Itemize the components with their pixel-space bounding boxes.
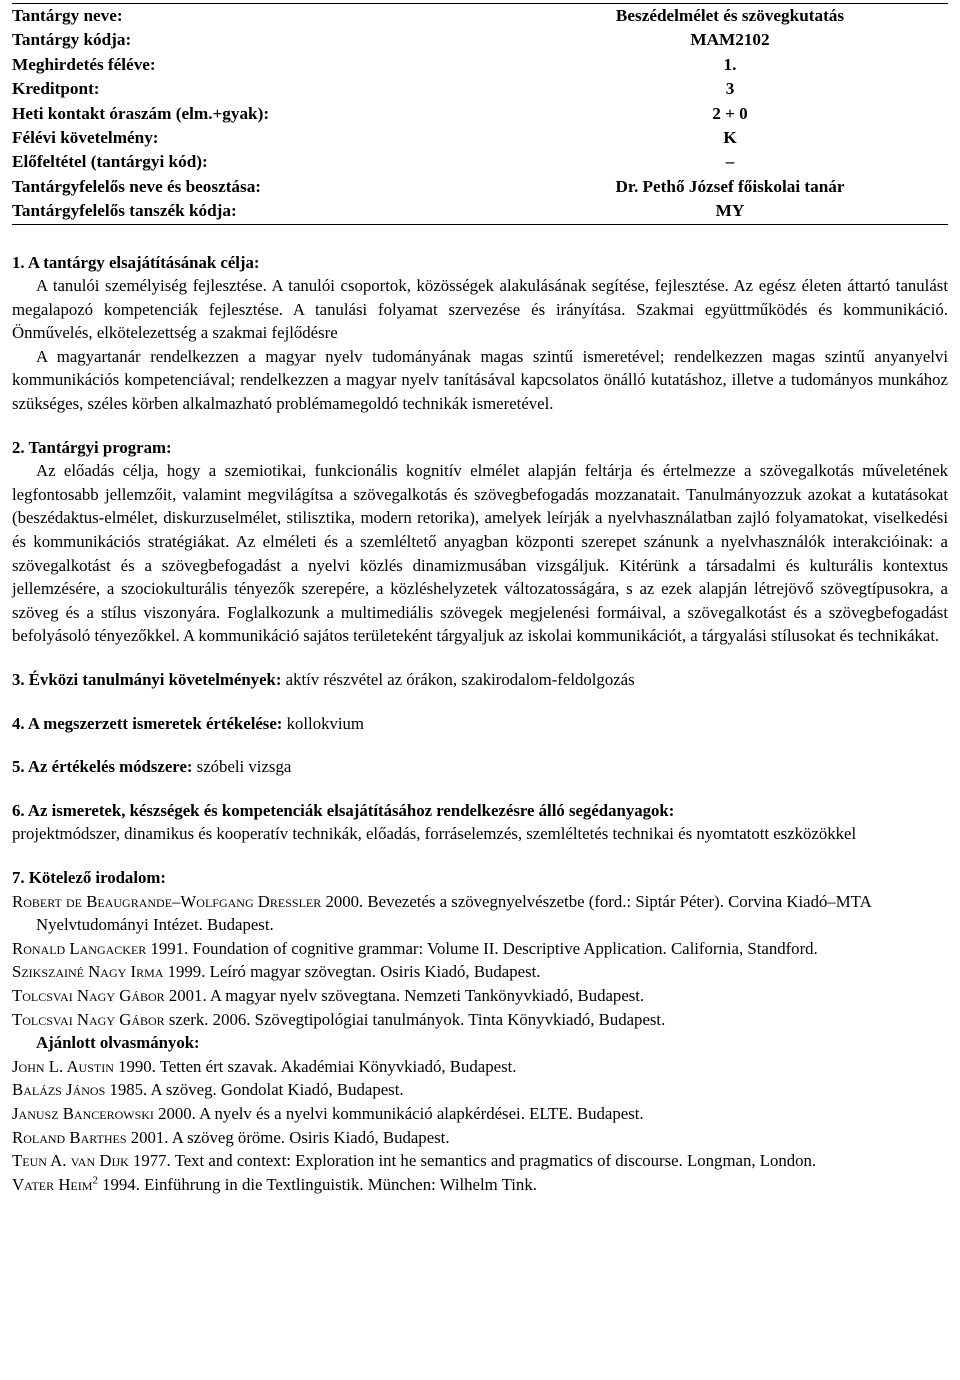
meta-label: Tantárgyfelelős tanszék kódja: [12,199,422,223]
reference-details: 2001. A szöveg öröme. Osiris Kiadó, Budapest. [126,1127,450,1147]
section-5-heading: 5. Az értékelés módszere: [12,757,193,777]
section-6-text: projektmódszer, dinamikus és kooperatív technikák, előadás, forráselemzés, szemléltetés technikai és nyomtatott eszközökkel [12,824,857,844]
reference-details: 1999. Leíró magyar szövegtan. Osiris Kiadó, Budapest. [163,962,541,982]
reference-author: Robert de Beaugrande–Wolfgang Dressler [12,891,322,911]
meta-label: Heti kontakt óraszám (elm.+gyak): [12,102,422,126]
reference-item [12,960,948,984]
section-4 [12,712,948,736]
reference-author: Ronald Langacker [12,938,147,958]
meta-value: 2 + 0 [422,102,948,126]
section-1-goal-text: A tanulói személyiség fejlesztése. A tanulói csoportok, közösségek alakulásának segítése, fejlesztése. Az egész életen áttartó tanulást megalapozó kompetenciák fejlesztése. A tanulási folyamat szervezése és irányítása. Szakmai együttműködés és kommunikáció. Önművelés, elkötelezettség a szakmai fejlődésre [12,276,948,343]
document-page [12,3,948,1196]
section-1-requirements-text: A magyartanár rendelkezzen a magyar nyelv tudományának magas szintű ismeretével; rendelkezzen magas szintű anyanyelvi kommunikációs kompetenciával; rendelkezzen a magyar nyelv tanításával kapcsolatos önálló kutatáshoz, illetve a tudományos munkához szükséges, széles körben alkalmazható problémamegoldó technikák ismeretével. [12,346,948,414]
section-7-heading: 7. Kötelező irodalom: [12,867,166,887]
section-3 [12,668,948,692]
reference-item [12,1149,948,1173]
meta-label: Tantárgy kódja: [12,28,422,52]
section-5-text: szóbeli vizsga [192,757,292,777]
reference-item [12,1173,948,1197]
reference-item [12,1008,948,1032]
section-2-program-text: Az előadás célja, hogy a szemiotikai, funkcionális kognitív elmélet alapján feltárja és értelmezze a szövegalkotás műveletének legfontosabb jellemzőit, valamint megvilágítsa a szövegalkotás és szövegbefogadás mozzanatait. Tanulmányozzuk azokat a kutatásokat (beszédaktus-elmélet, diskurzuselmélet, stilisztika, modern retorika), amelyek leírják a nyelvhasználatban zajló folyamatokat, viselkedési és kommunikációs stratégiákat. Az elméleti és a szemléltető anyagban központi szerepet szánunk a nyelvhasználók interakcióinak: a szövegalkotást és a szövegbefogadást a nyelvi közlés dinamizmusában vizsgáljuk. Kitérünk a társadalmi és kulturális kontextus jellemzésére, a szociokulturális tényezők szerepére, a közléshelyzetek változatosságára, s az ezek alapján létrejövő szövegtípusokra, a szöveg és a stílus viszonyára. Foglalkozunk a multimediális szövegek megjelenési formáival, a szövegalkotást és a szövegbefogadást befolyásoló tényezőkkel. A kommunikáció sajátos területeként tárgyaljuk az iskolai kommunikációt, a tárgyalási stílusokat és technikákat. [12,461,948,646]
meta-row [12,102,948,126]
reference-author: Janusz Bancerowski [12,1103,154,1123]
reference-details: 1985. A szöveg. Gondolat Kiadó, Budapest. [105,1080,404,1100]
meta-value: MAM2102 [422,28,948,52]
edition-superscript: 2 [92,1174,98,1187]
meta-row [12,53,948,77]
reference-item [12,937,948,961]
meta-label: Meghirdetés féléve: [12,53,422,77]
recommended-reading-list [12,1055,948,1197]
meta-label: Tantárgy neve: [12,4,422,28]
section-4-heading: 4. A megszerzett ismeretek értékelése: [12,713,283,733]
reference-author: Tolcsvai Nagy Gábor [12,985,165,1005]
meta-value: – [422,150,948,174]
course-info-table [12,3,948,225]
meta-row [12,199,948,223]
reference-item [12,1055,948,1079]
section-1-heading: 1. A tantárgy elsajátításának célja: [12,252,260,272]
course-info-rows [12,3,948,225]
required-literature-list [12,890,948,1032]
reference-item [12,890,948,937]
meta-value: MY [422,199,948,223]
reference-item [12,1078,948,1102]
section-3-text: aktív részvétel az órákon, szakirodalom-feldolgozás [281,670,635,690]
recommended-reading-heading: Ajánlott olvasmányok: [36,1033,200,1053]
meta-value: 3 [422,77,948,101]
reference-author: Szikszainé Nagy Irma [12,962,164,982]
reference-details: szerk. 2006. Szövegtipológiai tanulmányok. Tinta Könyvkiadó, Budapest. [164,1009,666,1029]
reference-author: Vater Heim [12,1174,93,1194]
meta-label: Tantárgyfelelős neve és beosztása: [12,175,422,199]
meta-label: Félévi követelmény: [12,126,422,150]
meta-value: 1. [422,53,948,77]
meta-label: Előfeltétel (tantárgyi kód): [12,150,422,174]
meta-row [12,4,948,28]
meta-row [12,77,948,101]
section-6-heading: 6. Az ismeretek, készségek és kompetenciák elsajátításához rendelkezésre álló segédanyagok: [12,800,675,820]
reference-author: Roland Barthes [12,1127,127,1147]
reference-details: 2000. Bevezetés a szövegnyelvészetbe (ford.: Siptár Péter). Corvina Kiadó–MTA Nyelvtudományi Intézet. Budapest. [36,891,871,935]
reference-details: 1994. Einführung in die Textlinguistik. München: Wilhelm Tink. [97,1174,537,1194]
reference-author: Balázs János [12,1080,106,1100]
meta-label: Kreditpont: [12,77,422,101]
meta-row [12,126,948,150]
reference-details: 1977. Text and context: Exploration int he semantics and pragmatics of discourse. Longman, London. [128,1151,817,1171]
meta-value: Dr. Pethő József főiskolai tanár [422,175,948,199]
reference-details: 1990. Tetten ért szavak. Akadémiai Könyvkiadó, Budapest. [113,1056,517,1076]
reference-item [12,1102,948,1126]
meta-row [12,28,948,52]
section-5 [12,755,948,779]
meta-value: Beszédelmélet és szövegkutatás [422,4,948,28]
section-2-heading: 2. Tantárgyi program: [12,437,172,457]
meta-row [12,150,948,174]
reference-author: John L. Austin [12,1056,114,1076]
section-3-heading: 3. Évközi tanulmányi követelmények: [12,670,282,690]
reference-details: 2001. A magyar nyelv szövegtana. Nemzeti Tankönyvkiadó, Budapest. [164,985,645,1005]
reference-item [12,984,948,1008]
reference-item [12,1126,948,1150]
section-4-text: kollokvium [282,713,364,733]
reference-details: 2000. A nyelv és a nyelvi kommunikáció alapkérdései. ELTE. Budapest. [153,1103,644,1123]
meta-row [12,175,948,199]
reference-author: Teun A. van Dijk [12,1151,129,1171]
meta-value: K [422,126,948,150]
reference-author: Tolcsvai Nagy Gábor [12,1009,165,1029]
reference-details: 1991. Foundation of cognitive grammar: Volume II. Descriptive Application. California, Standford. [146,938,818,958]
